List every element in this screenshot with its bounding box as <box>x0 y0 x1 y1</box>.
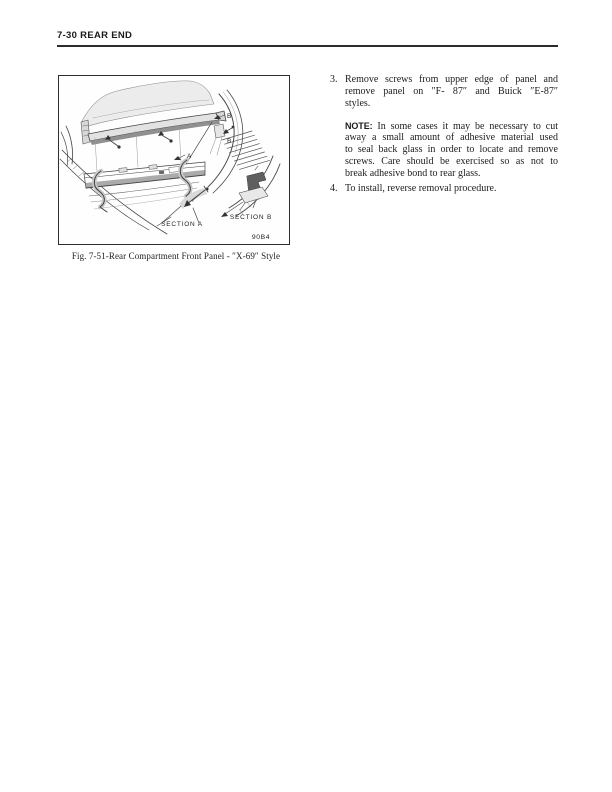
header-rule <box>57 45 558 47</box>
figure-frame <box>58 75 290 245</box>
support-bracket-left <box>94 171 107 212</box>
section-a-detail <box>157 186 209 226</box>
step-3-number: 3. <box>330 74 338 85</box>
note-line <box>345 120 558 132</box>
section-b-label: SECTION B <box>229 214 273 221</box>
note-line: screws. Care should be exercised so as not to <box>345 156 558 167</box>
figure-illustration <box>59 76 288 243</box>
note-line: to seal back glass in order to locate and remove <box>345 144 558 155</box>
callout-a-label: A <box>187 153 192 160</box>
step-3 <box>330 74 558 110</box>
figure-caption: Fig. 7-51-Rear Compartment Front Panel - ″X-69″ Style <box>71 251 281 261</box>
note-line-text: In some cases it may be necessary to cut <box>377 121 558 132</box>
step-4 <box>330 183 558 195</box>
callout-b-mid-label: B <box>227 138 232 145</box>
step-3-line: remove panel on ″F- 87″ and Buick ″E-87″ <box>345 86 558 97</box>
step-4-line: To install, reverse removal procedure. <box>345 183 497 194</box>
figure-ref-number: 90B4 <box>251 234 271 241</box>
note-block <box>345 120 558 180</box>
note-line: away a small amount of adhesive material used <box>345 132 558 143</box>
note-line: break adhesive bond to rear glass. <box>345 168 481 179</box>
screw-icon <box>223 126 234 134</box>
step-3-line: styles. <box>345 98 371 109</box>
section-a-label: SECTION A <box>161 221 203 228</box>
note-label: NOTE: <box>345 121 373 131</box>
step-4-number: 4. <box>330 183 338 194</box>
page-header-title: 7-30 REAR END <box>57 30 133 41</box>
step-4-text <box>345 183 558 195</box>
callout-b-top-label: B <box>227 113 232 120</box>
step-3-line: Remove screws from upper edge of panel and <box>345 74 558 85</box>
step-3-text <box>345 74 558 110</box>
screw-icon <box>158 131 173 143</box>
procedure-column <box>330 74 558 195</box>
vent-hatching <box>222 131 270 169</box>
